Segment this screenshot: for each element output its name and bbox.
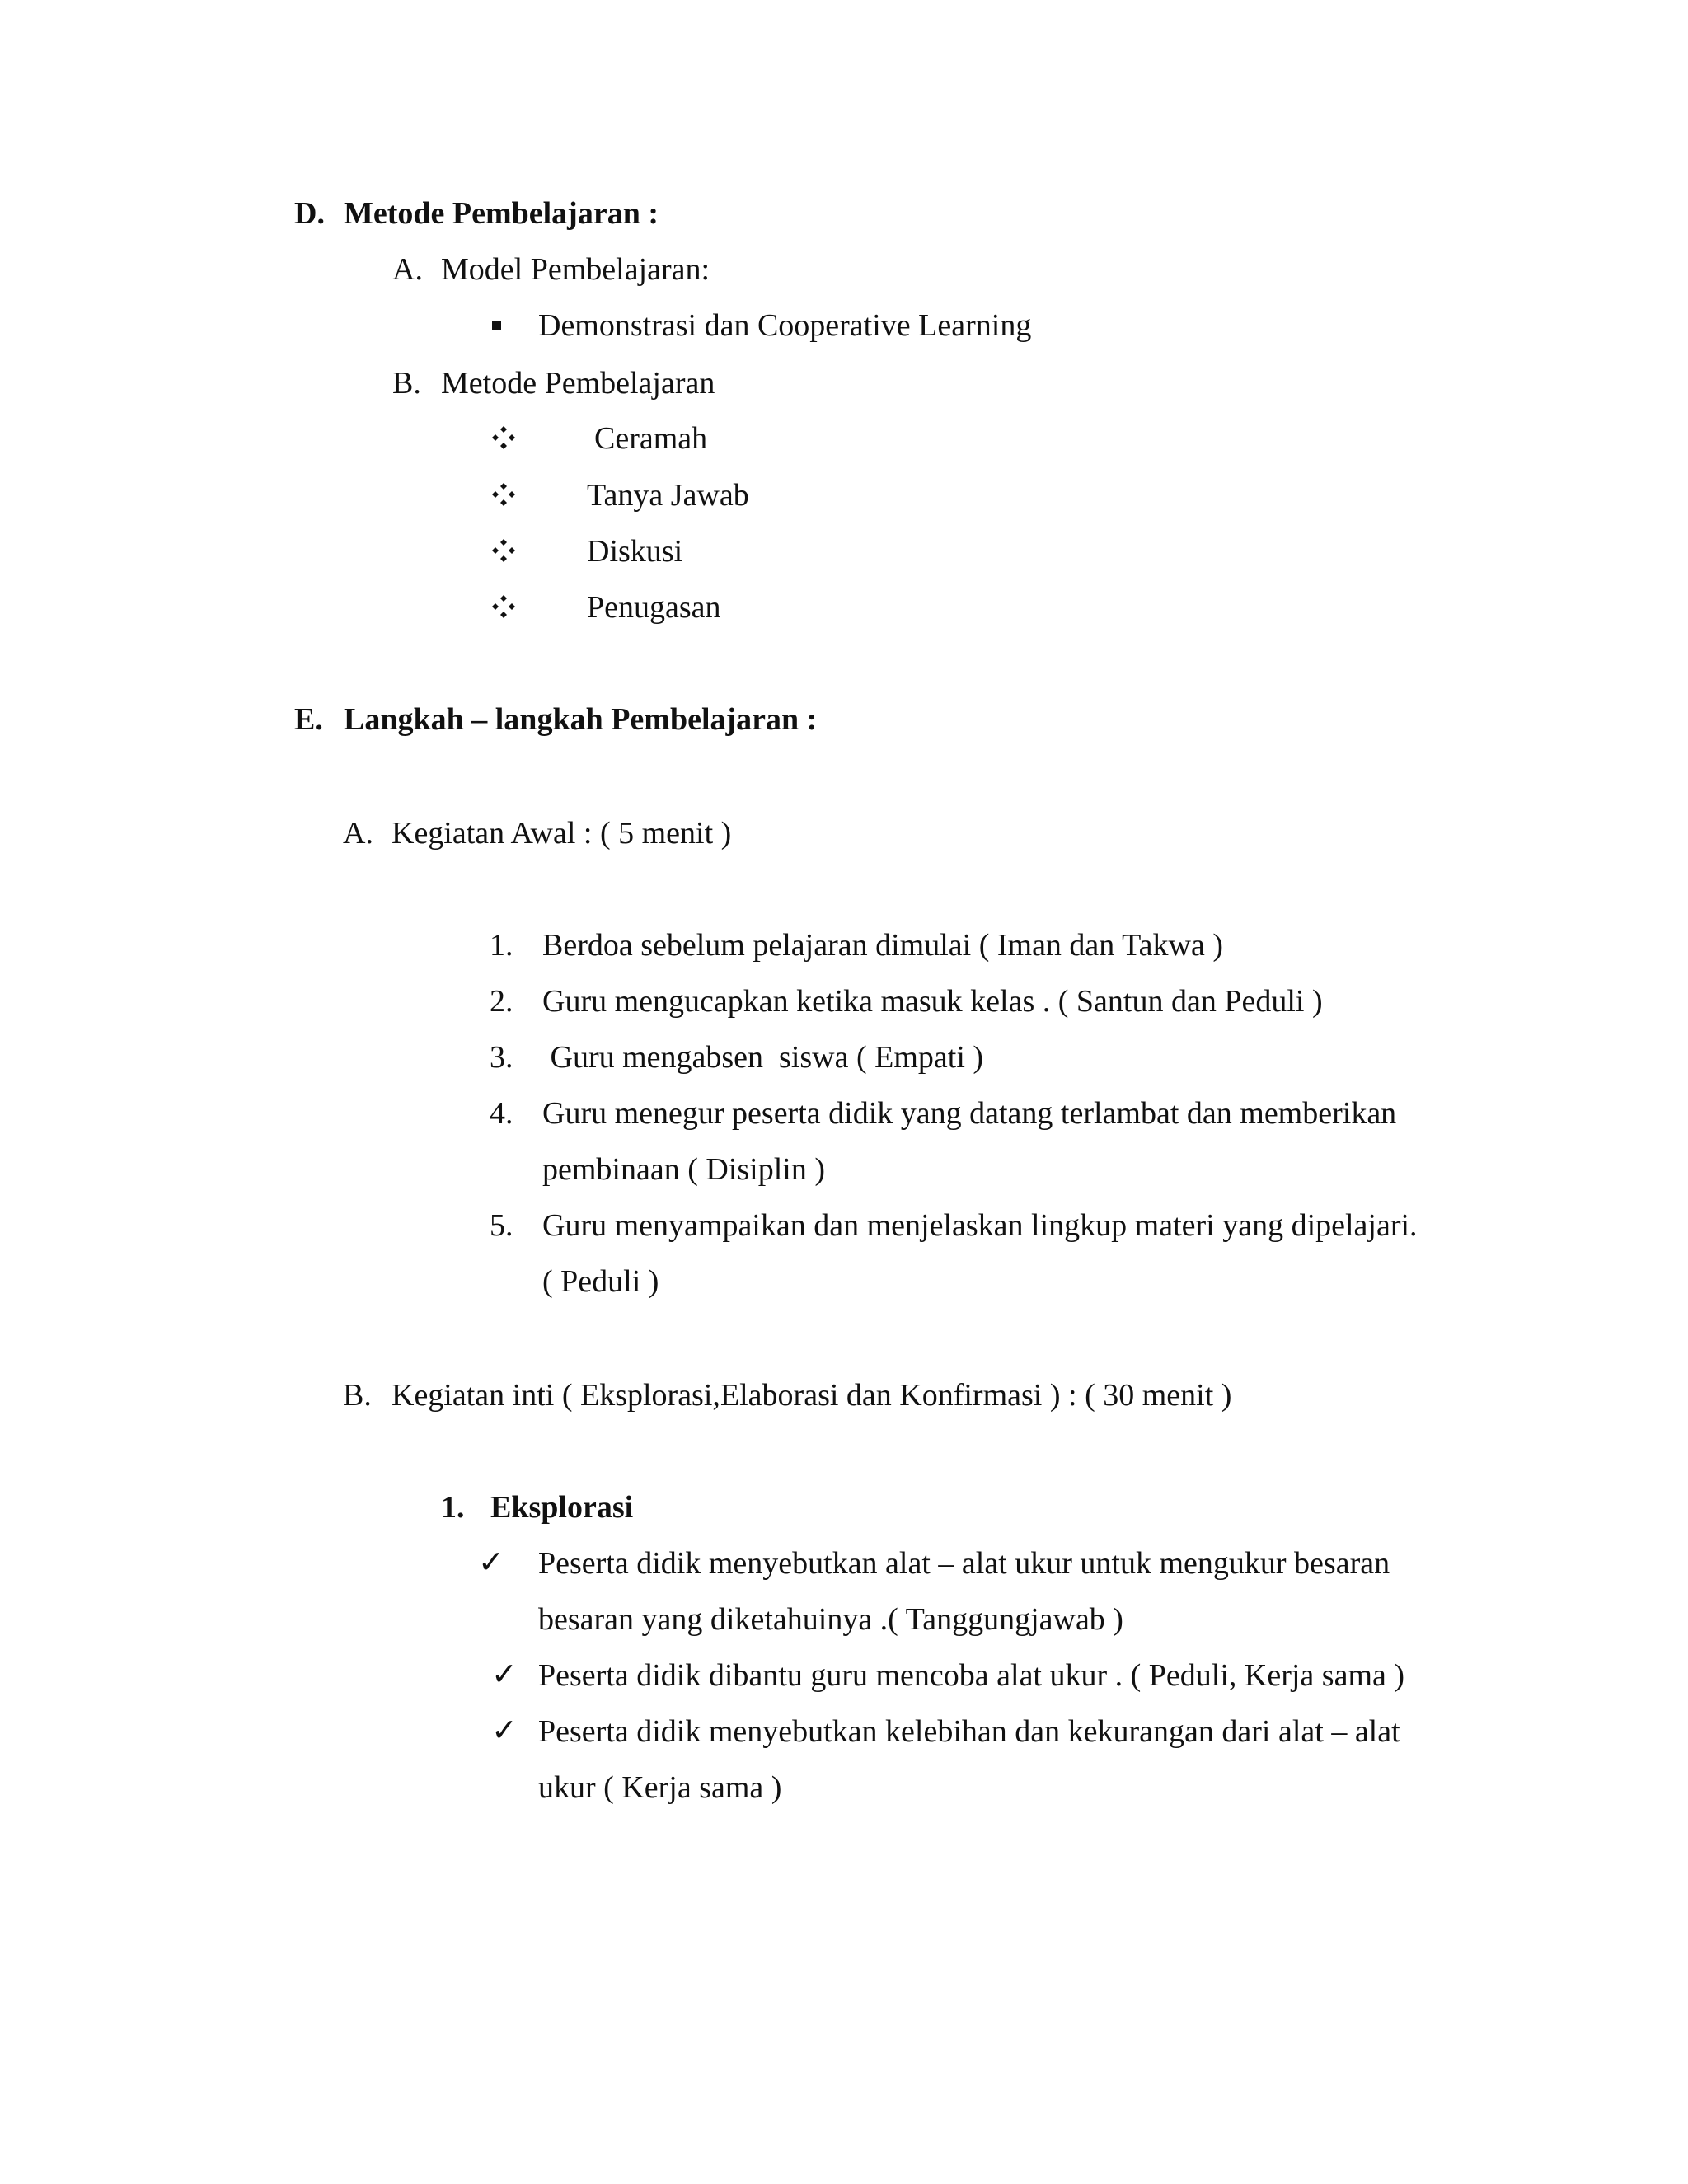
list-item-text: Guru menyampaikan dan menjelaskan lingkup materi yang dipelajari. [542,1208,1418,1243]
kegiatan-awal-marker: A. [343,816,373,851]
kegiatan-inti-marker: B. [343,1378,372,1413]
list-item-text: Peserta didik dibantu guru mencoba alat ukur . ( Peduli, Kerja sama ) [538,1658,1405,1693]
eksplorasi-title: Eksplorasi [490,1490,634,1525]
list-item-text: Peserta didik menyebutkan kelebihan dan kekurangan dari alat – alat [538,1714,1400,1749]
four-diamond-bullet-icon [491,425,516,450]
checkmark-icon: ✓ [491,1712,518,1748]
list-item-text: pembinaan ( Disiplin ) [542,1152,825,1187]
model-pembelajaran-label: Model Pembelajaran: [441,252,710,287]
list-number: 1. [490,928,513,963]
list-item-text: Peserta didik menyebutkan alat – alat ukur untuk mengukur besaran [538,1546,1390,1581]
metode-item-text: Diskusi [587,534,683,569]
metode-item-text: Tanya Jawab [587,478,749,513]
list-item-text: besaran yang diketahuinya .( Tanggungjawab ) [538,1602,1123,1637]
eksplorasi-number: 1. [441,1490,465,1525]
list-number: 2. [490,984,513,1019]
list-item-text: Guru menegur peserta didik yang datang terlambat dan memberikan [542,1096,1397,1131]
metode-pembelajaran-marker: B. [392,366,421,401]
metode-item-text: Penugasan [587,590,721,625]
section-e-marker: E. [294,702,323,737]
list-item-text: ukur ( Kerja sama ) [538,1770,782,1805]
list-number: 5. [490,1208,513,1243]
list-item-text: Berdoa sebelum pelajaran dimulai ( Iman dan Takwa ) [542,928,1223,963]
list-number: 4. [490,1096,513,1131]
checkmark-icon: ✓ [478,1544,504,1580]
list-item-text: ( Peduli ) [542,1264,659,1299]
list-number: 3. [490,1040,513,1075]
four-diamond-bullet-icon [491,538,516,563]
checkmark-icon: ✓ [491,1656,518,1692]
list-item-text: Guru mengabsen siswa ( Empati ) [542,1040,984,1075]
model-pembelajaran-marker: A. [392,252,423,287]
kegiatan-awal-label: Kegiatan Awal : ( 5 menit ) [392,816,732,851]
metode-pembelajaran-label: Metode Pembelajaran [441,366,715,401]
square-bullet-icon [492,321,501,330]
section-d-marker: D. [294,196,325,231]
four-diamond-bullet-icon [491,482,516,507]
model-item-text: Demonstrasi dan Cooperative Learning [538,308,1032,343]
list-item-text: Guru mengucapkan ketika masuk kelas . ( Santun dan Peduli ) [542,984,1323,1019]
section-e-title: Langkah – langkah Pembelajaran : [344,702,818,737]
section-d-title: Metode Pembelajaran : [344,196,659,231]
metode-item-text: Ceramah [594,421,708,456]
four-diamond-bullet-icon [491,594,516,619]
kegiatan-inti-label: Kegiatan inti ( Eksplorasi,Elaborasi dan Konfirmasi ) : ( 30 menit ) [392,1378,1232,1413]
